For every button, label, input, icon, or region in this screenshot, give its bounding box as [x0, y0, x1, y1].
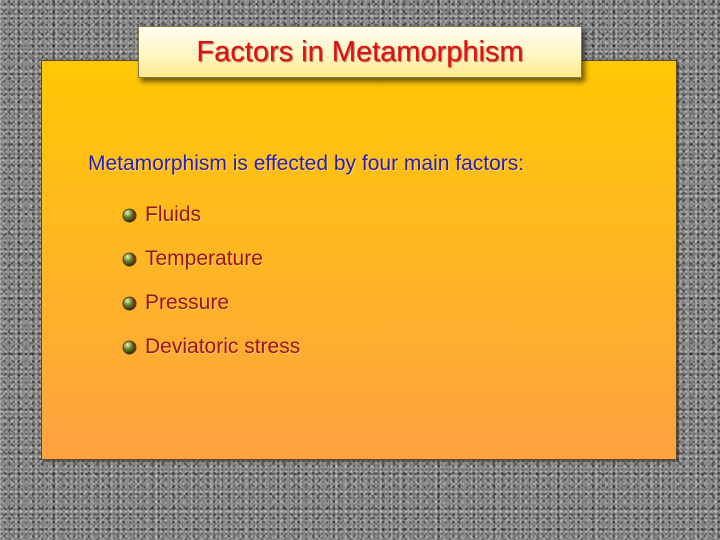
factor-list	[122, 193, 300, 369]
intro-text: Metamorphism is effected by four main factors:	[88, 152, 525, 175]
factor-label: Fluids	[145, 203, 202, 226]
factor-label: Temperature	[145, 247, 263, 270]
factor-label: Deviatoric stress	[145, 335, 301, 358]
factor-item-fluids	[122, 193, 300, 237]
factor-item-temperature	[122, 237, 300, 281]
title-banner	[138, 26, 582, 78]
sphere-bullet-icon	[122, 296, 137, 311]
slide-title: Factors in Metamorphism	[196, 35, 524, 68]
factor-item-pressure	[122, 281, 300, 325]
sphere-bullet-icon	[122, 252, 137, 267]
sphere-bullet-icon	[122, 208, 137, 223]
factor-label: Pressure	[145, 291, 230, 314]
sphere-bullet-icon	[122, 340, 137, 355]
factor-item-deviatoric-stress	[122, 325, 300, 369]
